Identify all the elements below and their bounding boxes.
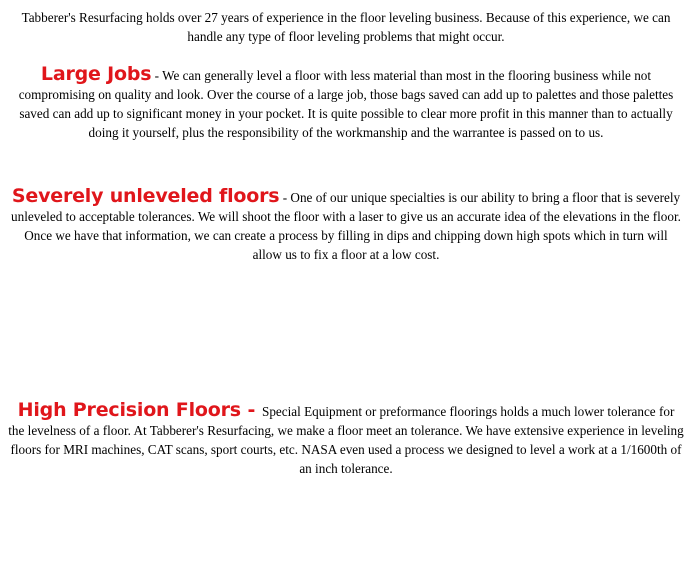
large-jobs-heading: Large Jobs	[40, 63, 152, 85]
large-jobs-separator: -	[151, 68, 163, 83]
high-precision-heading: High Precision Floors	[17, 399, 241, 421]
large-jobs-paragraph	[8, 65, 684, 142]
high-precision-paragraph	[8, 401, 684, 478]
severely-unleveled-paragraph	[8, 187, 684, 264]
intro-text: Tabberer's Resurfacing holds over 27 years of experience in the floor leveling business. Because of this experience, we can handle any type of floor leveling problems that might occur.	[21, 10, 671, 44]
severely-unleveled-separator: -	[279, 190, 291, 205]
high-precision-separator: -	[240, 399, 262, 421]
severely-unleveled-body: One of our unique specialties is our ability to bring a floor that is severely unleveled to acceptable tolerances. We will shoot the floor with a laser to give us an accurate idea of the elevations in the floor. Once we have that information, we can create a process by filling in dips and chipping down high spots which in turn will allow us to fix a floor at a low cost.	[11, 190, 681, 262]
high-precision-body: Special Equipment or preformance floorings holds a much lower tolerance for the levelness of a floor. At Tabberer's Resurfacing, we make a floor meet an tolerance. We have extensive experience in leveling floors for MRI machines, CAT scans, sport courts, etc. NASA even used a process we designed to level a work at a 1/1600th of an inch tolerance.	[8, 404, 684, 476]
large-jobs-body: We can generally level a floor with less material than most in the flooring business while not compromising on quality and look. Over the course of a large job, those bags saved can add up to palettes and those palettes saved can add up to significant money in your pocket. It is quite possible to clear more profit in this manner than to actually doing it yourself, plus the responsibility of the workmanship and the warrantee is passed on to us.	[18, 68, 674, 140]
severely-unleveled-heading: Severely unleveled floors	[11, 185, 280, 207]
intro-paragraph	[8, 8, 684, 46]
